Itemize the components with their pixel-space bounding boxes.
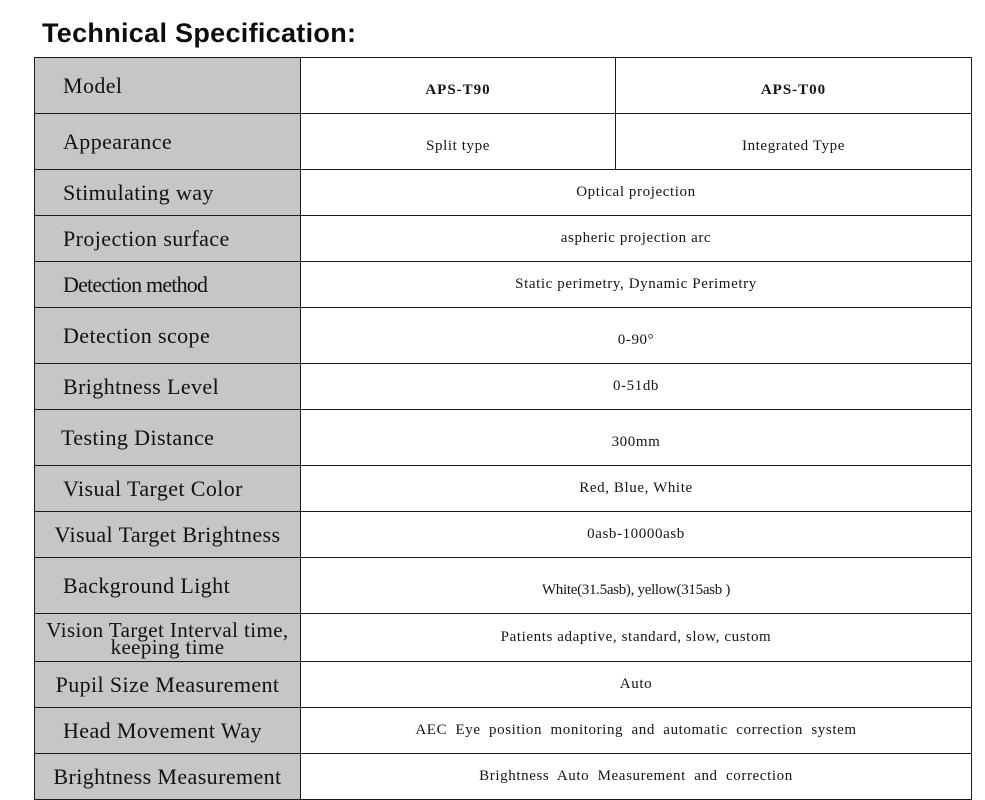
table-row-projection-surface	[35, 216, 972, 262]
table-row-brightness-level	[35, 364, 972, 410]
row-value-brightness-measurement: Brightness Auto Measurement and correction	[301, 754, 972, 800]
row-value-testing-distance: 300mm	[301, 410, 972, 466]
table-row-detection-scope	[35, 308, 972, 364]
table-row-visual-target-color	[35, 466, 972, 512]
table-row-pupil-size	[35, 662, 972, 708]
table-row-model	[35, 58, 972, 114]
table-row-visual-target-brightness	[35, 512, 972, 558]
row-label-vision-target-interval	[35, 614, 301, 662]
row-value-projection-surface: aspheric projection arc	[301, 216, 972, 262]
row-label-line-2: keeping time	[110, 634, 225, 659]
row-label-background-light: Background Light	[35, 558, 301, 614]
table-row-background-light	[35, 558, 972, 614]
row-label-detection-scope: Detection scope	[35, 308, 301, 364]
row-value-detection-scope: 0-90°	[301, 308, 972, 364]
row-label-visual-target-color: Visual Target Color	[35, 466, 301, 512]
specification-table	[34, 57, 972, 800]
row-label-testing-distance: Testing Distance	[35, 410, 301, 466]
row-label-appearance: Appearance	[35, 114, 301, 170]
row-label-visual-target-brightness: Visual Target Brightness	[35, 512, 301, 558]
appearance-value-integrated: Integrated Type	[616, 114, 972, 170]
row-label-brightness-measurement: Brightness Measurement	[35, 754, 301, 800]
row-label-pupil-size: Pupil Size Measurement	[35, 662, 301, 708]
row-value-visual-target-brightness: 0asb-10000asb	[301, 512, 972, 558]
row-value-stimulating-way: Optical projection	[301, 170, 972, 216]
row-value-background-light: White(31.5asb), yellow(315asb )	[301, 558, 972, 614]
row-label-head-movement: Head Movement Way	[35, 708, 301, 754]
table-row-vision-target-interval	[35, 614, 972, 662]
table-row-brightness-measurement	[35, 754, 972, 800]
appearance-value-split: Split type	[301, 114, 616, 170]
row-label-detection-method: Detection method	[35, 262, 301, 308]
row-value-brightness-level: 0-51db	[301, 364, 972, 410]
row-label-stimulating-way: Stimulating way	[35, 170, 301, 216]
model-value-aps-t00: APS-T00	[616, 58, 972, 114]
row-value-vision-target-interval: Patients adaptive, standard, slow, custom	[301, 614, 972, 662]
row-label-projection-surface: Projection surface	[35, 216, 301, 262]
model-value-aps-t90: APS-T90	[301, 58, 616, 114]
table-row-appearance	[35, 114, 972, 170]
row-value-pupil-size: Auto	[301, 662, 972, 708]
row-label-model: Model	[35, 58, 301, 114]
table-row-detection-method	[35, 262, 972, 308]
row-value-detection-method: Static perimetry, Dynamic Perimetry	[301, 262, 972, 308]
page-title: Technical Specification:	[42, 18, 357, 48]
row-value-visual-target-color: Red, Blue, White	[301, 466, 972, 512]
row-label-brightness-level: Brightness Level	[35, 364, 301, 410]
table-row-stimulating-way	[35, 170, 972, 216]
table-row-testing-distance	[35, 410, 972, 466]
row-label-line-1: Vision Target Interval time,	[46, 617, 289, 642]
row-value-head-movement: AEC Eye position monitoring and automatic correction system	[301, 708, 972, 754]
